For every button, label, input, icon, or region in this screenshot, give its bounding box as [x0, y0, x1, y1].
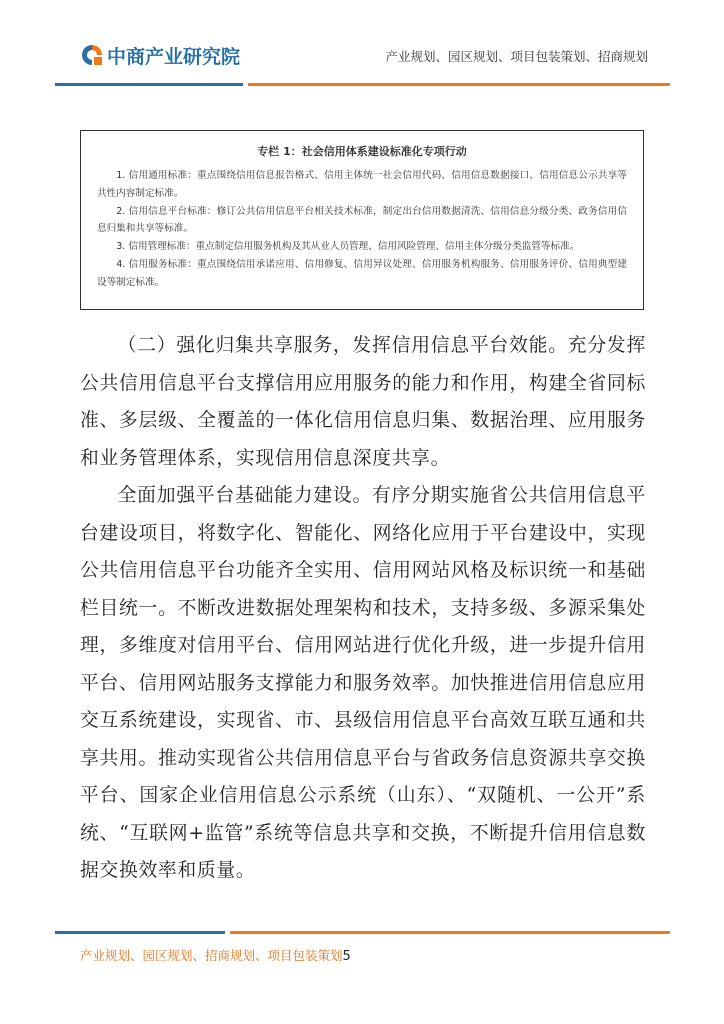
body-paragraph: 全面加强平台基础能力建设。有序分期实施省公共信用信息平台建设项目，将数字化、智能化、网络化应用于平台建设中，实现公共信用信息平台功能齐全实用、信用网站风格及标识统一和基础栏目统一。不断改进数据处理架构和技术，支持多级、多源采集处理，多维度对信用平台、信用网站进行优化升级，进一步提升信用平台、信用网站服务支撑能力和服务效率。加快推进信用信息应用交互系统建设，实现省、市、县级信用信息平台高效互联互通和共享共用。推动实现省公共信用信息平台与省政务信息资源共享交换平台、国家企业信用信息公示系统（山东）、“双随机、一公开”系统、“互联网+监管”系统等信息共享和交换，不断提升信用信息数据交换效率和质量。 — [80, 485, 646, 881]
box-item: 3. 信用管理标准：重点制定信用服务机构及其从业人员管理、信用风险管理、信用主体分级分类监管等标准。 — [116, 241, 580, 253]
body-paragraph: （二）强化归集共享服务，发挥信用信息平台效能。充分发挥公共信用信息平台支撑信用应用服务的能力和作用，构建全省同标准、多层级、全覆盖的一体化信用信息归集、数据治理、应用服务和业务管理体系，实现信用信息深度共享。 — [80, 335, 646, 469]
box-title: 专栏 1：社会信用体系建设标准化专项行动 — [257, 145, 467, 158]
logo-text: 中商产业研究院 — [107, 45, 241, 68]
footer-slogan: 产业规划、园区规划、招商规划、项目包装策划 — [80, 948, 343, 963]
box-item: 1. 信用通用标准：重点围绕信用信息报告格式、信用主体统一社会信用代码、信用信息数据接口、信用信息公示共享等共性内容制定标准。 — [97, 170, 627, 199]
page-number: 5 — [342, 949, 351, 964]
company-logo — [80, 40, 240, 70]
header-divider-blue — [55, 83, 243, 86]
page-header — [0, 0, 724, 90]
box-item: 4. 信用服务标准：重点围绕信用承诺应用、信用修复、信用异议处理、信用服务机构服务、信用服务评价、信用典型建设等制定标准。 — [97, 258, 627, 288]
box-item: 2. 信用信息平台标准：修订公共信用信息平台相关技术标准，制定出台信用数据清洗、信用信息分级分类、政务信用信息归集和共享等标准。 — [97, 205, 627, 235]
sidebar-box — [80, 130, 644, 310]
page-footer — [80, 946, 351, 964]
body-content — [80, 327, 646, 890]
header-divider-orange — [248, 83, 670, 86]
footer-divider-blue — [55, 931, 225, 934]
footer-divider-orange — [230, 931, 670, 934]
header-slogan: 产业规划、园区规划、项目包装策划、招商规划 — [385, 49, 648, 64]
logo-icon — [80, 43, 104, 67]
